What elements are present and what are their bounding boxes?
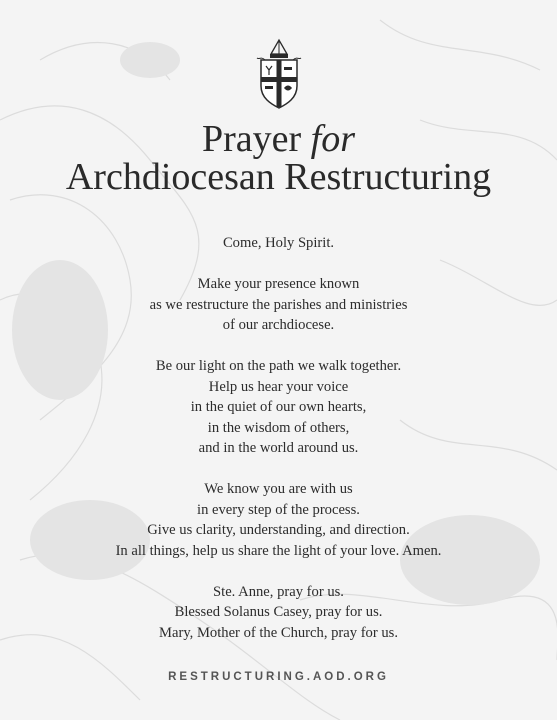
- prayer-line: in the quiet of our own hearts,: [190, 399, 367, 415]
- prayer-line: of our archdiocese.: [222, 317, 335, 333]
- prayer-stanza: [0, 274, 557, 336]
- prayer-line: Be our light on the path we walk together.: [155, 358, 402, 374]
- prayer-line: Help us hear your voice: [208, 378, 349, 395]
- title-main-text: Prayer: [201, 118, 311, 160]
- title-line-1: [0, 120, 557, 158]
- prayer-line: in the wisdom of others,: [207, 419, 350, 436]
- prayer-stanza: [0, 582, 557, 644]
- prayer-line: Mary, Mother of the Church, pray for us.: [159, 624, 398, 641]
- prayer-line: In all things, help us share the light of your love. Amen.: [115, 542, 442, 559]
- prayer-stanza: [0, 479, 557, 561]
- prayer-line: Make your presence known: [197, 276, 360, 292]
- prayer-line: in every step of the process.: [197, 501, 360, 518]
- title-italic-text: for: [310, 118, 356, 160]
- archdiocese-coat-of-arms-icon: [253, 38, 305, 110]
- prayer-line: Ste. Anne, pray for us.: [213, 583, 344, 600]
- footer-url: RESTRUCTURING.AOD.ORG: [168, 671, 389, 683]
- prayer-line: and in the world around us.: [198, 440, 359, 456]
- title-line-2: Archdiocesan Restructuring: [65, 156, 492, 198]
- prayer-text: [0, 233, 557, 664]
- prayer-line: Blessed Solanus Casey, pray for us.: [174, 604, 383, 620]
- prayer-stanza: [0, 356, 557, 459]
- prayer-line: Give us clarity, understanding, and direction.: [147, 522, 410, 538]
- prayer-line: as we restructure the parishes and ministries: [149, 296, 408, 313]
- prayer-line: We know you are with us: [204, 481, 353, 497]
- prayer-stanza: [0, 233, 557, 254]
- prayer-line: Come, Holy Spirit.: [222, 235, 335, 251]
